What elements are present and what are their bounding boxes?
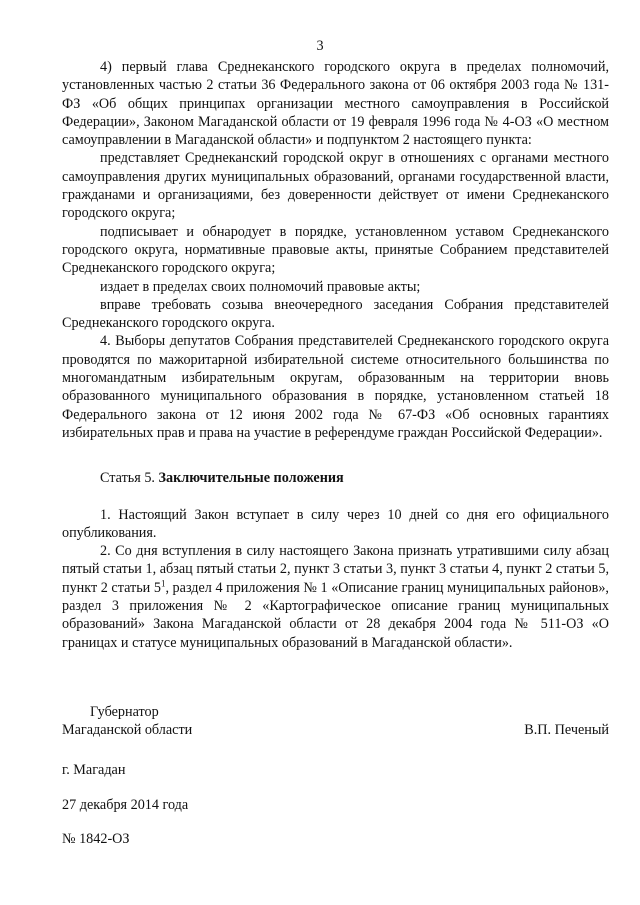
signature-title-line2: Магаданской области — [62, 722, 193, 739]
superscript: 1 — [160, 577, 166, 588]
paragraph-elections: 4. Выборы депутатов Собрания представителей Среднеканского городского округа проводятся по мажоритарной избирательной системе относительного большинства по многомандатным избирательным округам, образованным на территории вновь образованного муниципального образования в порядке, установленном статьей 18 Федерального закона от 12 июня 2002 года № 67-ФЗ «Об основных гарантиях избирательных прав и права на участие в референдуме граждан Российской Федерации». — [62, 333, 609, 441]
paragraph-represents: представляет Среднеканский городской округ в отношениях с органами местного самоуправления других муниципальных образований, органами государственной власти, гражданами и организациями, без доверенности действует от имени Среднеканского городского округа; — [62, 150, 609, 222]
final-paragraph-2-part2: , раздел 4 приложения № 1 «Описание границ муниципальных районов», раздел 3 приложения № 2 «Картографическое описание границ муниципальных образований» Закона Магаданской области от 28 декабря 2004 года № 511-ОЗ «О границах и статусе муниципальных образований в Магаданской области». — [62, 579, 609, 651]
article-prefix: Статья 5. — [100, 470, 155, 487]
date: 27 декабря 2014 года — [62, 797, 189, 813]
page-number: 3 — [316, 38, 324, 54]
final-paragraph-2-part1: 2. Со дня вступления в силу настоящего Закона признать утратившими силу абзац пятый статьи 1, абзац пятый статьи 2, пункт 3 статьи 3, пункт 3 статьи 4, пункт 2 статьи 5, пункт 2 статьи 5 — [62, 543, 609, 596]
article-heading — [62, 469, 609, 487]
document-body — [62, 58, 609, 652]
city: г. Магадан — [62, 762, 126, 778]
paragraph-item-4: 4) первый глава Среднеканского городского округа в пределах полномочий, установленных частью 2 статьи 36 Федерального закона от 06 октября 2003 года № 131-ФЗ «Об общих принципах организации местного самоуправления в Российской Федерации», Законом Магаданской области от 19 февраля 1996 года № 4-ОЗ «О местном самоуправлении в Магаданской области» и подпунктом 2 настоящего пункта: — [62, 59, 609, 149]
final-paragraph-2 — [62, 542, 609, 652]
article-title: Заключительные положения — [158, 470, 344, 487]
paragraph-issues: издает в пределах своих полномочий правовые акты; — [100, 278, 421, 295]
signature-block — [62, 703, 609, 740]
signature-name: В.П. Печеный — [524, 722, 609, 739]
paragraph-convene: вправе требовать созыва внеочередного заседания Собрания представителей Среднеканского городского округа. — [62, 296, 609, 332]
paragraph-signs: подписывает и обнародует в порядке, установленном уставом Среднеканского городского округа, нормативные правовые акты, принятые Собранием представителей Среднеканского городского округа; — [62, 223, 609, 277]
final-paragraph-1: 1. Настоящий Закон вступает в силу через 10 дней со дня его официального опубликования. — [62, 506, 609, 541]
signature-title-line1: Губернатор — [90, 704, 159, 720]
law-number: № 1842-ОЗ — [62, 831, 130, 847]
